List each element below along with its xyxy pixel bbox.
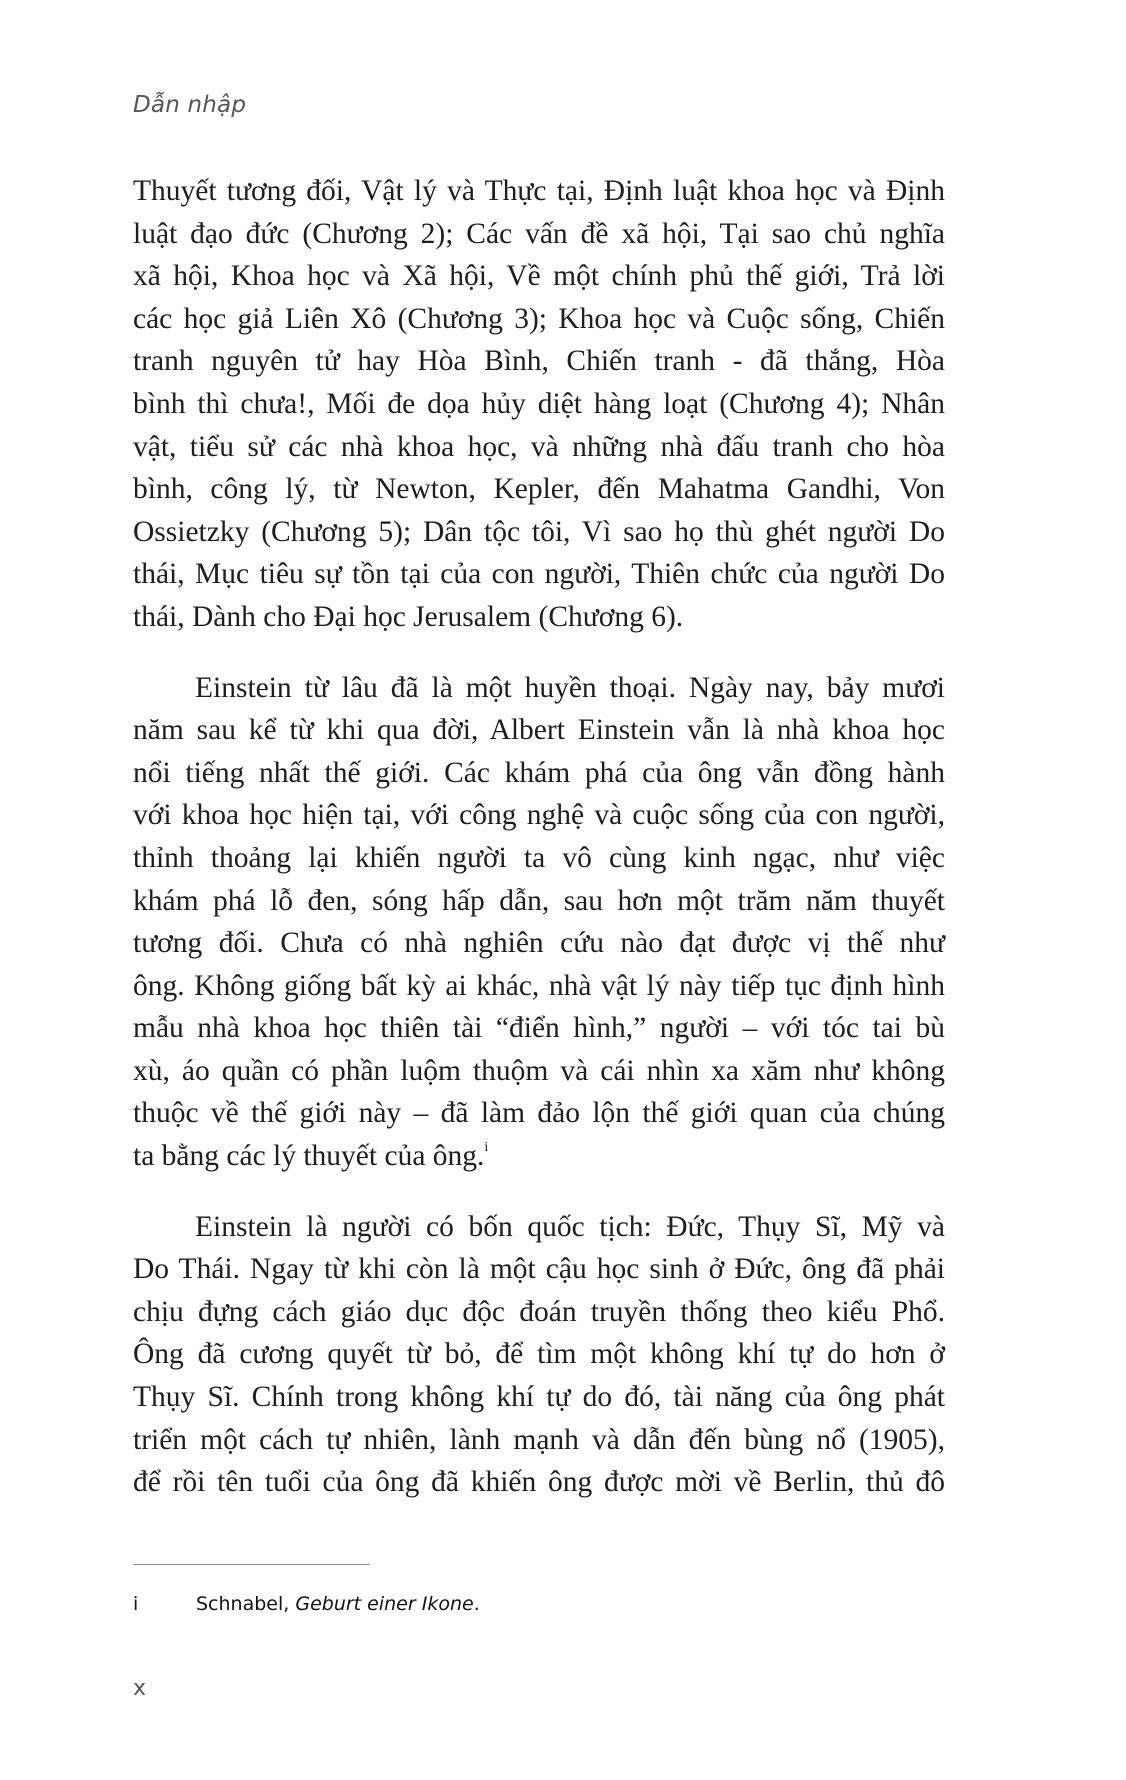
footnote bbox=[133, 1593, 480, 1615]
paragraph-2 bbox=[133, 667, 945, 1178]
text-line: Ossietzky (Chương 5); Dân tộc tôi, Vì sao họ thù ghét người Do bbox=[133, 515, 945, 548]
body-text bbox=[133, 170, 945, 1504]
text-line: Thụy Sĩ. Chính trong không khí tự do đó, tài năng của ông phát bbox=[133, 1381, 945, 1414]
text-line: Einstein là người có bốn quốc tịch: Đức, Thụy Sĩ, Mỹ và bbox=[195, 1210, 945, 1243]
text-line: Thuyết tương đối, Vật lý và Thực tại, Định luật khoa học và Định bbox=[133, 175, 945, 207]
text-line: luật đạo đức (Chương 2); Các vấn đề xã hội, Tại sao chủ nghĩa bbox=[133, 217, 945, 250]
footnote-title: Geburt einer Ikone bbox=[295, 1593, 474, 1615]
text-line: khám phá lỗ đen, sóng hấp dẫn, sau hơn một trăm năm thuyết bbox=[133, 884, 945, 917]
text-line: triển một cách tự nhiên, lành mạnh và dẫn đến bùng nổ (1905), bbox=[133, 1423, 945, 1456]
text-line: xã hội, Khoa học và Xã hội, Về một chính phủ thế giới, Trả lời bbox=[133, 260, 945, 293]
text-line: ông. Không giống bất kỳ ai khác, nhà vật lý này tiếp tục định hình bbox=[133, 969, 945, 1002]
text-line: bình, công lý, từ Newton, Kepler, đến Mahatma Gandhi, Von bbox=[133, 473, 945, 506]
page-number: x bbox=[133, 1676, 147, 1701]
paragraph-3 bbox=[133, 1206, 945, 1504]
text-line: các học giả Liên Xô (Chương 3); Khoa học và Cuộc sống, Chiến bbox=[133, 302, 945, 335]
text-line: với khoa học hiện tại, với công nghệ và cuộc sống của con người, bbox=[133, 799, 945, 832]
text-line: vật, tiểu sử các nhà khoa học, và những nhà đấu tranh cho hòa bbox=[133, 430, 945, 463]
running-head: Dẫn nhập bbox=[133, 92, 247, 118]
text-line: để rồi tên tuổi của ông đã khiến ông được mời về Berlin, thủ đô bbox=[133, 1466, 945, 1499]
text-line: ta bằng các lý thuyết của ông. bbox=[133, 1140, 485, 1173]
footnote-reference[interactable]: i bbox=[484, 1140, 489, 1156]
footnote-mark: i bbox=[133, 1593, 139, 1615]
text-line: nổi tiếng nhất thế giới. Các khám phá của ông vẫn đồng hành bbox=[133, 756, 945, 789]
text-line: Einstein từ lâu đã là một huyền thoại. Ngày nay, bảy mươi bbox=[195, 671, 945, 704]
text-line: thuộc về thế giới này – đã làm đảo lộn thế giới quan của chúng bbox=[133, 1097, 945, 1130]
text-line: Do Thái. Ngay từ khi còn là một cậu học sinh ở Đức, ông đã phải bbox=[133, 1253, 945, 1286]
text-line: thỉnh thoảng lại khiến người ta vô cùng kinh ngạc, như việc bbox=[133, 841, 945, 874]
text-line: tương đối. Chưa có nhà nghiên cứu nào đạt được vị thế như bbox=[133, 927, 945, 960]
text-line: tranh nguyên tử hay Hòa Bình, Chiến tranh - đã thắng, Hòa bbox=[133, 345, 945, 378]
text-line: bình thì chưa!, Mối đe dọa hủy diệt hàng loạt (Chương 4); Nhân bbox=[133, 387, 945, 420]
text-line: chịu đựng cách giáo dục độc đoán truyền thống theo kiểu Phổ. bbox=[133, 1295, 945, 1328]
text-line: Ông đã cương quyết từ bỏ, để tìm một không khí tự do hơn ở bbox=[133, 1338, 945, 1371]
footnote-end: . bbox=[473, 1593, 480, 1615]
paragraph-1 bbox=[133, 170, 945, 639]
footnote-author: Schnabel, bbox=[196, 1593, 296, 1615]
text-line: thái, Mục tiêu sự tồn tại của con người, Thiên chức của người Do bbox=[133, 558, 945, 591]
text-line: thái, Dành cho Đại học Jerusalem (Chương 6). bbox=[133, 600, 684, 633]
text-line: năm sau kể từ khi qua đời, Albert Einstein vẫn là nhà khoa học bbox=[133, 714, 945, 747]
text-line-with-footnote bbox=[133, 1135, 945, 1178]
text-line: mẫu nhà khoa học thiên tài “điển hình,” người – với tóc tai bù bbox=[133, 1012, 945, 1045]
footnote-divider bbox=[133, 1564, 370, 1565]
text-line: xù, áo quần có phần luộm thuộm và cái nhìn xa xăm như không bbox=[133, 1054, 945, 1087]
